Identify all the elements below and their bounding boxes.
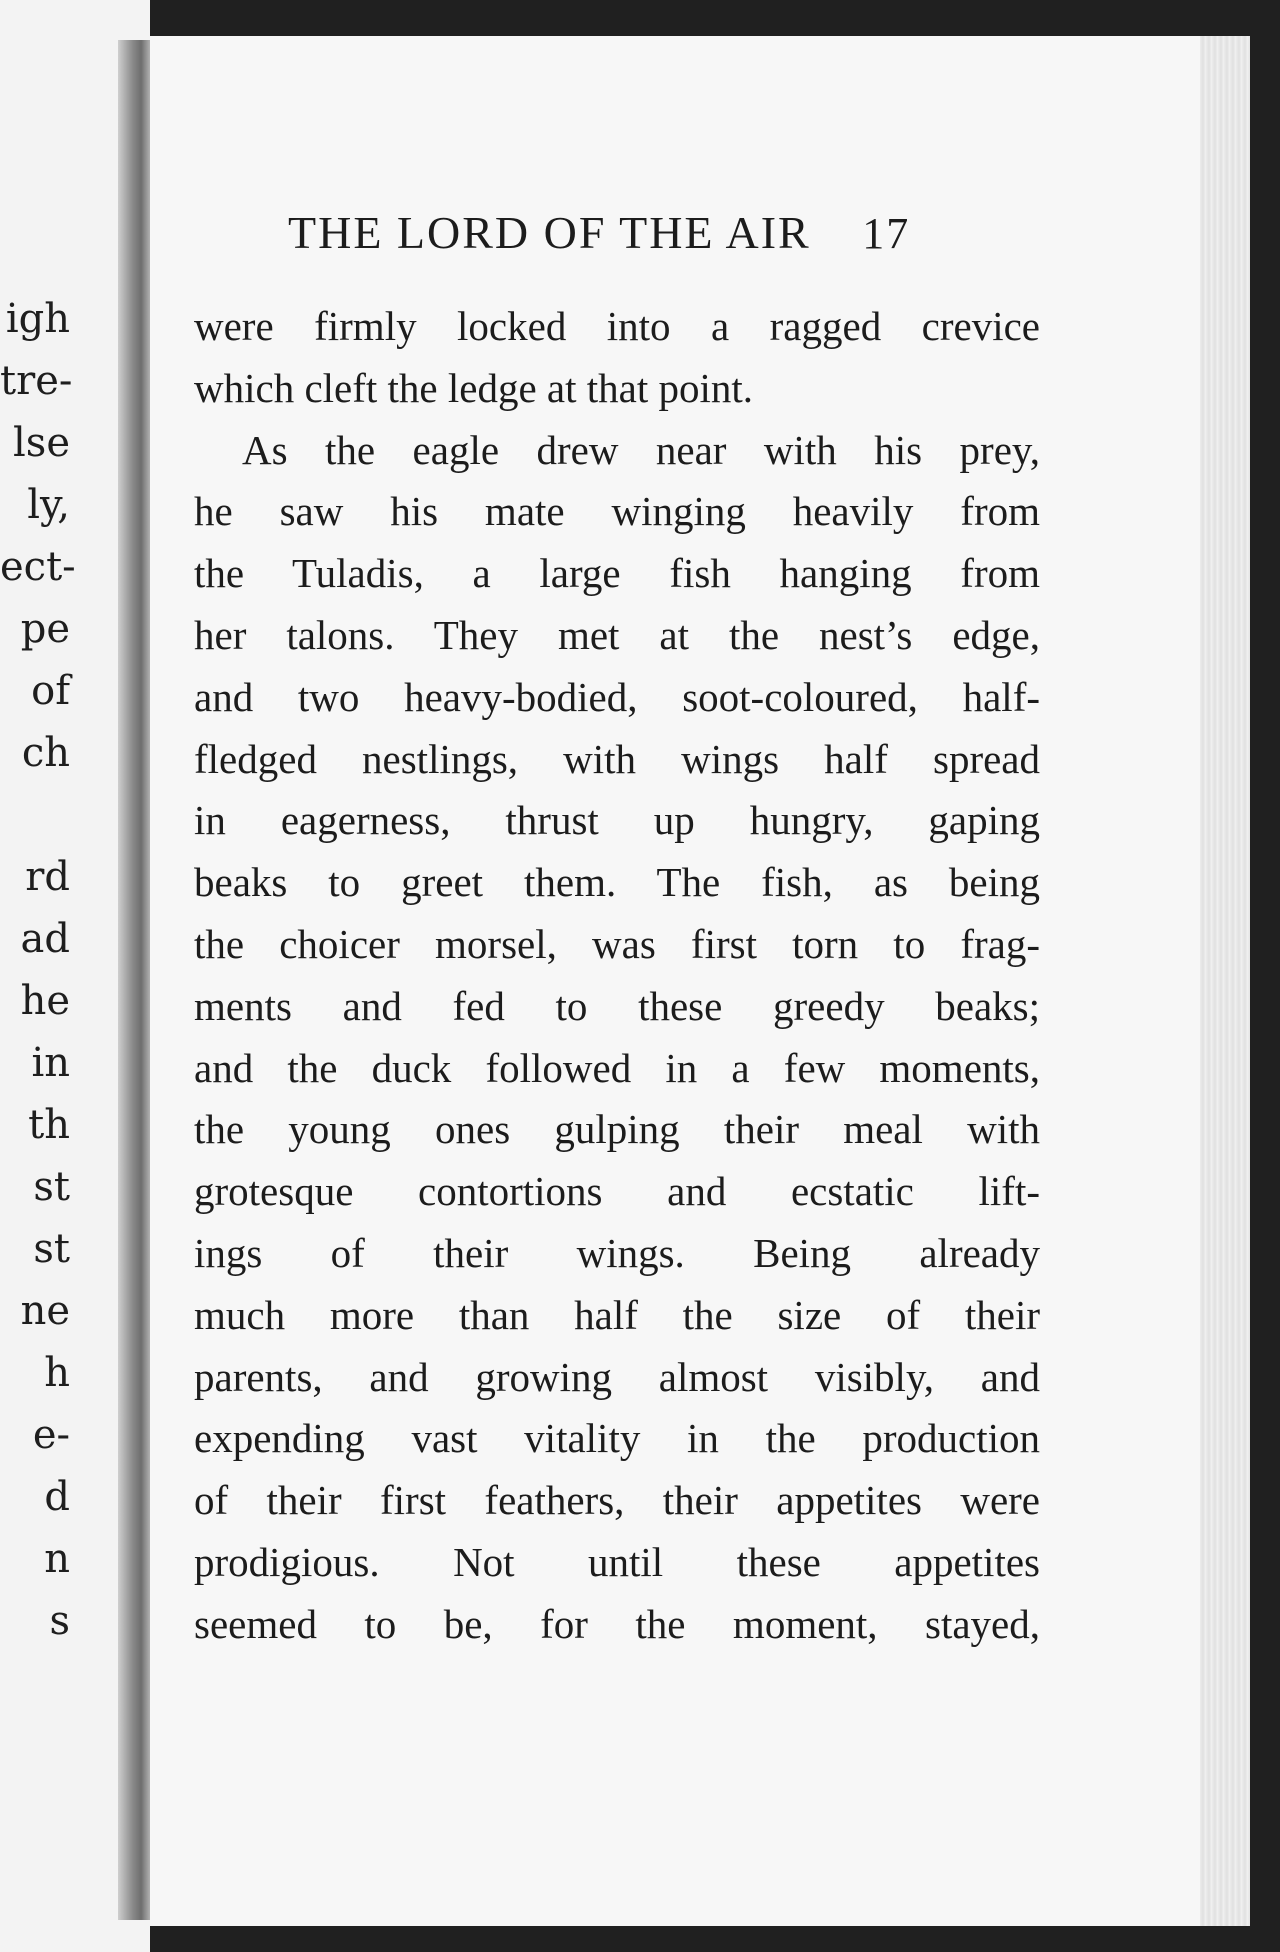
text-line: ments and fed to these greedy beaks; bbox=[194, 982, 1040, 1029]
text-line: parents, and growing almost visibly, and bbox=[194, 1353, 1040, 1400]
text-line: of their first feathers, their appetites were bbox=[194, 1477, 1040, 1524]
facing-line: st bbox=[33, 1164, 70, 1210]
facing-line: ect- bbox=[0, 544, 76, 590]
text-line: he saw his mate winging heavily from bbox=[194, 488, 1040, 535]
facing-line: n bbox=[44, 1536, 70, 1582]
text-line: seemed to be, for the moment, stayed, bbox=[194, 1600, 1040, 1647]
facing-line: rd bbox=[25, 854, 70, 900]
text-line: and two heavy-bodied, soot-coloured, half- bbox=[194, 673, 1040, 720]
text-line: and the duck followed in a few moments, bbox=[194, 1044, 1040, 1091]
facing-line bbox=[0, 784, 70, 846]
text-line: expending vast vitality in the production bbox=[194, 1415, 1040, 1462]
facing-line: igh bbox=[5, 296, 70, 342]
running-header bbox=[288, 206, 1188, 259]
facing-line: h bbox=[44, 1350, 70, 1396]
facing-line: ne bbox=[20, 1288, 70, 1334]
facing-line: ch bbox=[21, 730, 70, 776]
text-line: grotesque contortions and ecstatic lift- bbox=[194, 1168, 1040, 1215]
text-line: fledged nestlings, with wings half spread bbox=[194, 735, 1040, 782]
facing-line: th bbox=[28, 1102, 70, 1148]
facing-line: tre- bbox=[0, 358, 73, 404]
running-title: THE LORD OF THE AIR bbox=[288, 207, 811, 258]
text-line: As the eagle drew near with his prey, bbox=[242, 426, 1040, 473]
text-line: the Tuladis, a large fish hanging from bbox=[194, 550, 1040, 597]
facing-line: he bbox=[20, 978, 70, 1024]
text-line: much more than half the size of their bbox=[194, 1291, 1040, 1338]
text-line: the choicer morsel, was first torn to frag- bbox=[194, 920, 1040, 967]
facing-line: d bbox=[44, 1474, 70, 1520]
text-line: which cleft the ledge at that point. bbox=[194, 364, 754, 411]
page-number: 17 bbox=[862, 209, 911, 258]
text-line: the young ones gulping their meal with bbox=[194, 1106, 1040, 1153]
facing-line: lse bbox=[13, 420, 70, 466]
facing-line: ly, bbox=[27, 482, 70, 528]
text-line: ings of their wings. Being already bbox=[194, 1229, 1040, 1276]
text-line: were firmly locked into a ragged crevice bbox=[194, 303, 1040, 349]
facing-line: of bbox=[31, 668, 70, 714]
text-line: beaks to greet them. The fish, as being bbox=[194, 859, 1040, 906]
text-line: in eagerness, thrust up hungry, gaping bbox=[194, 797, 1040, 844]
facing-line: st bbox=[33, 1226, 70, 1272]
facing-line: e- bbox=[32, 1412, 70, 1458]
facing-line: s bbox=[49, 1598, 70, 1644]
body-text bbox=[194, 296, 1040, 1656]
facing-line: ad bbox=[20, 916, 70, 962]
text-line: her talons. They met at the nest’s edge, bbox=[194, 611, 1040, 658]
facing-page-text bbox=[0, 288, 76, 1652]
facing-line: pe bbox=[20, 606, 70, 652]
page-edge bbox=[1200, 36, 1250, 1926]
text-line: prodigious. Not until these appetites bbox=[194, 1538, 1040, 1585]
page bbox=[150, 36, 1250, 1926]
facing-line: in bbox=[31, 1040, 70, 1086]
